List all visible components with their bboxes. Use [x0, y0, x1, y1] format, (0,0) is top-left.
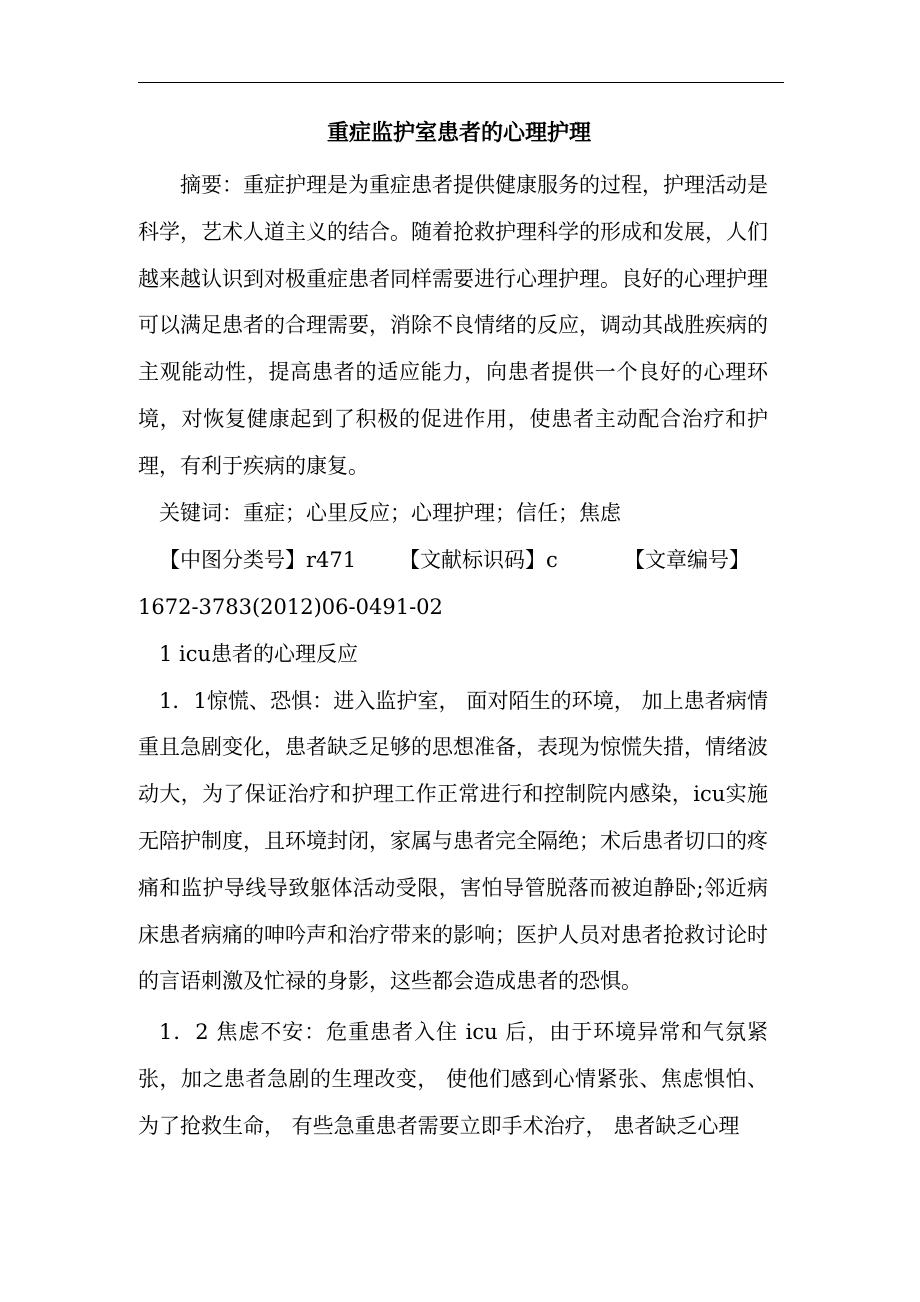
- article-number-label: 【文章编号】: [624, 547, 750, 572]
- abstract-paragraph: 摘要：重症护理是为重症患者提供健康服务的过程，护理活动是科学，艺术人道主义的结合。随着抢救护理科学的形成和发展，人们越来越认识到对极重症患者同样需要进行心理护理。良好的心理护理可以满足患者的合理需要，消除不良情绪的反应，调动其战胜疾病的主观能动性，提高患者的适应能力，向患者提供一个良好的心理环境，对恢复健康起到了积极的促进作用，使患者主动配合治疗和护理，有利于疾病的康复。: [138, 173, 768, 478]
- clc-number: 【中图分类号】r471: [159, 547, 357, 572]
- document-body: [138, 112, 768, 1150]
- classification-line: [138, 537, 768, 584]
- document-title: 重症监护室患者的心理护理: [326, 121, 591, 146]
- article-number: 1672-3783(2012)06-0491-02: [138, 594, 443, 619]
- section-heading-1: 1 icu患者的心理反应: [159, 641, 359, 666]
- keywords-line: 关键词：重症；心里反应；心理护理；信任；焦虑: [159, 500, 621, 525]
- section-1-2-paragraph: 1．2 焦虑不安：危重患者入住 icu 后，由于环境异常和气氛紧张，加之患者急剧的生理改变， 使他们感到心情紧张、焦虑惧怕、为了抢救生命， 有些急重患者需要立即手术治疗， 患者缺乏心理: [138, 1020, 768, 1138]
- document-code: 【文献标识码】c: [399, 547, 558, 572]
- header-rule: [138, 82, 784, 83]
- section-1-1-paragraph: 1．1惊慌、恐惧：进入监护室， 面对陌生的环境， 加上患者病情重且急剧变化，患者缺乏足够的思想准备，表现为惊慌失措，情绪波动大，为了保证治疗和护理工作正常进行和控制院内感染，icu实施无陪护制度，且环境封闭，家属与患者完全隔绝；术后患者切口的疼痛和监护导线导致躯体活动受限，害怕导管脱落而被迫静卧;邻近病床患者病痛的呻吟声和治疗带来的影响；医护人员对患者抢救讨论时的言语刺激及忙禄的身影，这些都会造成患者的恐惧。: [138, 688, 768, 994]
